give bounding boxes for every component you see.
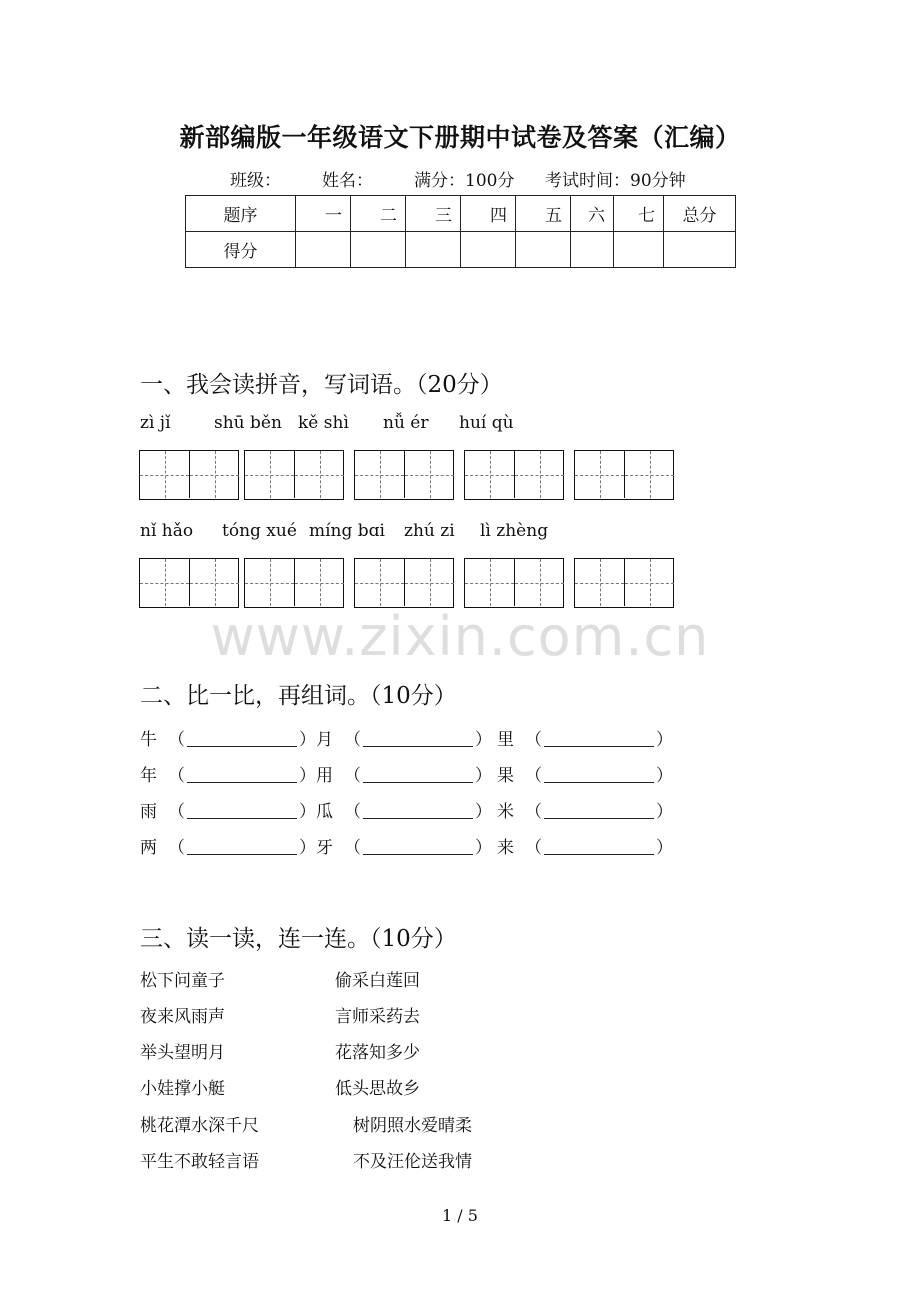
answer-blank[interactable] — [363, 730, 473, 747]
pinyin: zì jǐ — [140, 413, 171, 433]
header-cell: 四 — [461, 196, 516, 232]
header-cell: 三 — [406, 196, 461, 232]
header-cell: 二 — [351, 196, 406, 232]
base-character: 牛 — [140, 730, 157, 750]
poem-line-left[interactable]: 桃花潭水深千尺 — [140, 1116, 259, 1136]
score-cell[interactable] — [351, 232, 406, 268]
poem-line-right[interactable]: 低头思故乡 — [335, 1079, 420, 1099]
poem-line-right[interactable]: 不及汪伦送我情 — [353, 1152, 472, 1172]
pinyin: zhú zi — [404, 521, 455, 541]
answer-blank[interactable] — [363, 802, 473, 819]
name-label: 姓名： — [322, 171, 373, 191]
answer-blank[interactable] — [187, 838, 297, 855]
score-cell[interactable] — [614, 232, 664, 268]
writing-grid[interactable] — [354, 450, 454, 500]
score-table-score-row — [186, 232, 736, 268]
poem-line-right[interactable]: 花落知多少 — [335, 1043, 420, 1063]
pinyin: lì zhèng — [480, 521, 549, 541]
answer-blank[interactable] — [187, 766, 297, 783]
writing-grid[interactable] — [574, 558, 674, 608]
base-character: 雨 — [140, 802, 157, 822]
writing-grid[interactable] — [139, 450, 239, 500]
poem-line-left[interactable]: 平生不敢轻言语 — [140, 1152, 259, 1172]
watermark: www.zixin.com.cn — [210, 605, 710, 668]
header-cell: 六 — [571, 196, 614, 232]
answer-blank[interactable] — [363, 838, 473, 855]
poem-line-right[interactable]: 偷采白莲回 — [335, 971, 420, 991]
answer-blank[interactable] — [544, 730, 654, 747]
score-table — [185, 195, 736, 268]
base-character: 来 — [497, 838, 514, 858]
poem-line-right[interactable]: 言师采药去 — [335, 1007, 420, 1027]
writing-grid[interactable] — [464, 450, 564, 500]
writing-grid[interactable] — [244, 558, 344, 608]
section3-heading: 三、读一读，连一连。（10分） — [140, 926, 457, 952]
base-character: 年 — [140, 766, 157, 786]
pinyin: nǐ hǎo — [140, 521, 194, 541]
answer-blank[interactable] — [544, 802, 654, 819]
poem-line-left[interactable]: 小娃撑小艇 — [140, 1079, 225, 1099]
base-character: 瓜 — [316, 802, 333, 822]
score-cell[interactable] — [461, 232, 516, 268]
section2-heading: 二、比一比，再组词。（10分） — [140, 683, 457, 709]
answer-blank[interactable] — [544, 766, 654, 783]
pinyin: huí qù — [459, 413, 514, 433]
header-cell: 五 — [516, 196, 571, 232]
document-title: 新部编版一年级语文下册期中试卷及答案（汇编） — [179, 123, 741, 152]
base-character: 牙 — [316, 838, 333, 858]
answer-blank[interactable] — [187, 802, 297, 819]
writing-grid[interactable] — [464, 558, 564, 608]
exam-time: 考试时间：90分钟 — [545, 171, 686, 191]
poem-line-left[interactable]: 夜来风雨声 — [140, 1007, 225, 1027]
score-table-header-row — [186, 196, 736, 232]
score-cell[interactable] — [571, 232, 614, 268]
score-cell[interactable] — [406, 232, 461, 268]
base-character: 月 — [316, 730, 333, 750]
poem-line-left[interactable]: 松下问童子 — [140, 971, 225, 991]
poem-line-right[interactable]: 树阴照水爱晴柔 — [353, 1116, 472, 1136]
answer-blank[interactable] — [544, 838, 654, 855]
section1-heading: 一、我会读拼音，写词语。（20分） — [140, 372, 503, 398]
full-score: 满分：100分 — [414, 171, 515, 191]
pinyin: kě shì — [298, 413, 349, 433]
score-cell[interactable] — [296, 232, 351, 268]
writing-grid[interactable] — [574, 450, 674, 500]
base-character: 两 — [140, 838, 157, 858]
header-cell: 总分 — [664, 196, 736, 232]
writing-grid[interactable] — [139, 558, 239, 608]
score-cell[interactable] — [516, 232, 571, 268]
pinyin: tóng xué — [222, 521, 297, 541]
base-character: 里 — [497, 730, 514, 750]
poem-line-left[interactable]: 举头望明月 — [140, 1043, 225, 1063]
row-label: 得分 — [186, 232, 296, 268]
writing-grid[interactable] — [354, 558, 454, 608]
answer-blank[interactable] — [363, 766, 473, 783]
header-cell: 七 — [614, 196, 664, 232]
pinyin: míng bɑi — [309, 521, 385, 541]
base-character: 用 — [316, 766, 333, 786]
pinyin: shū běn — [214, 413, 282, 433]
base-character: 米 — [497, 802, 514, 822]
class-label: 班级： — [230, 171, 281, 191]
page-number: 1 / 5 — [442, 1206, 478, 1225]
header-cell: 题序 — [186, 196, 296, 232]
header-cell: 一 — [296, 196, 351, 232]
pinyin: nǚ ér — [383, 413, 429, 433]
score-cell[interactable] — [664, 232, 736, 268]
answer-blank[interactable] — [187, 730, 297, 747]
base-character: 果 — [497, 766, 514, 786]
writing-grid[interactable] — [244, 450, 344, 500]
